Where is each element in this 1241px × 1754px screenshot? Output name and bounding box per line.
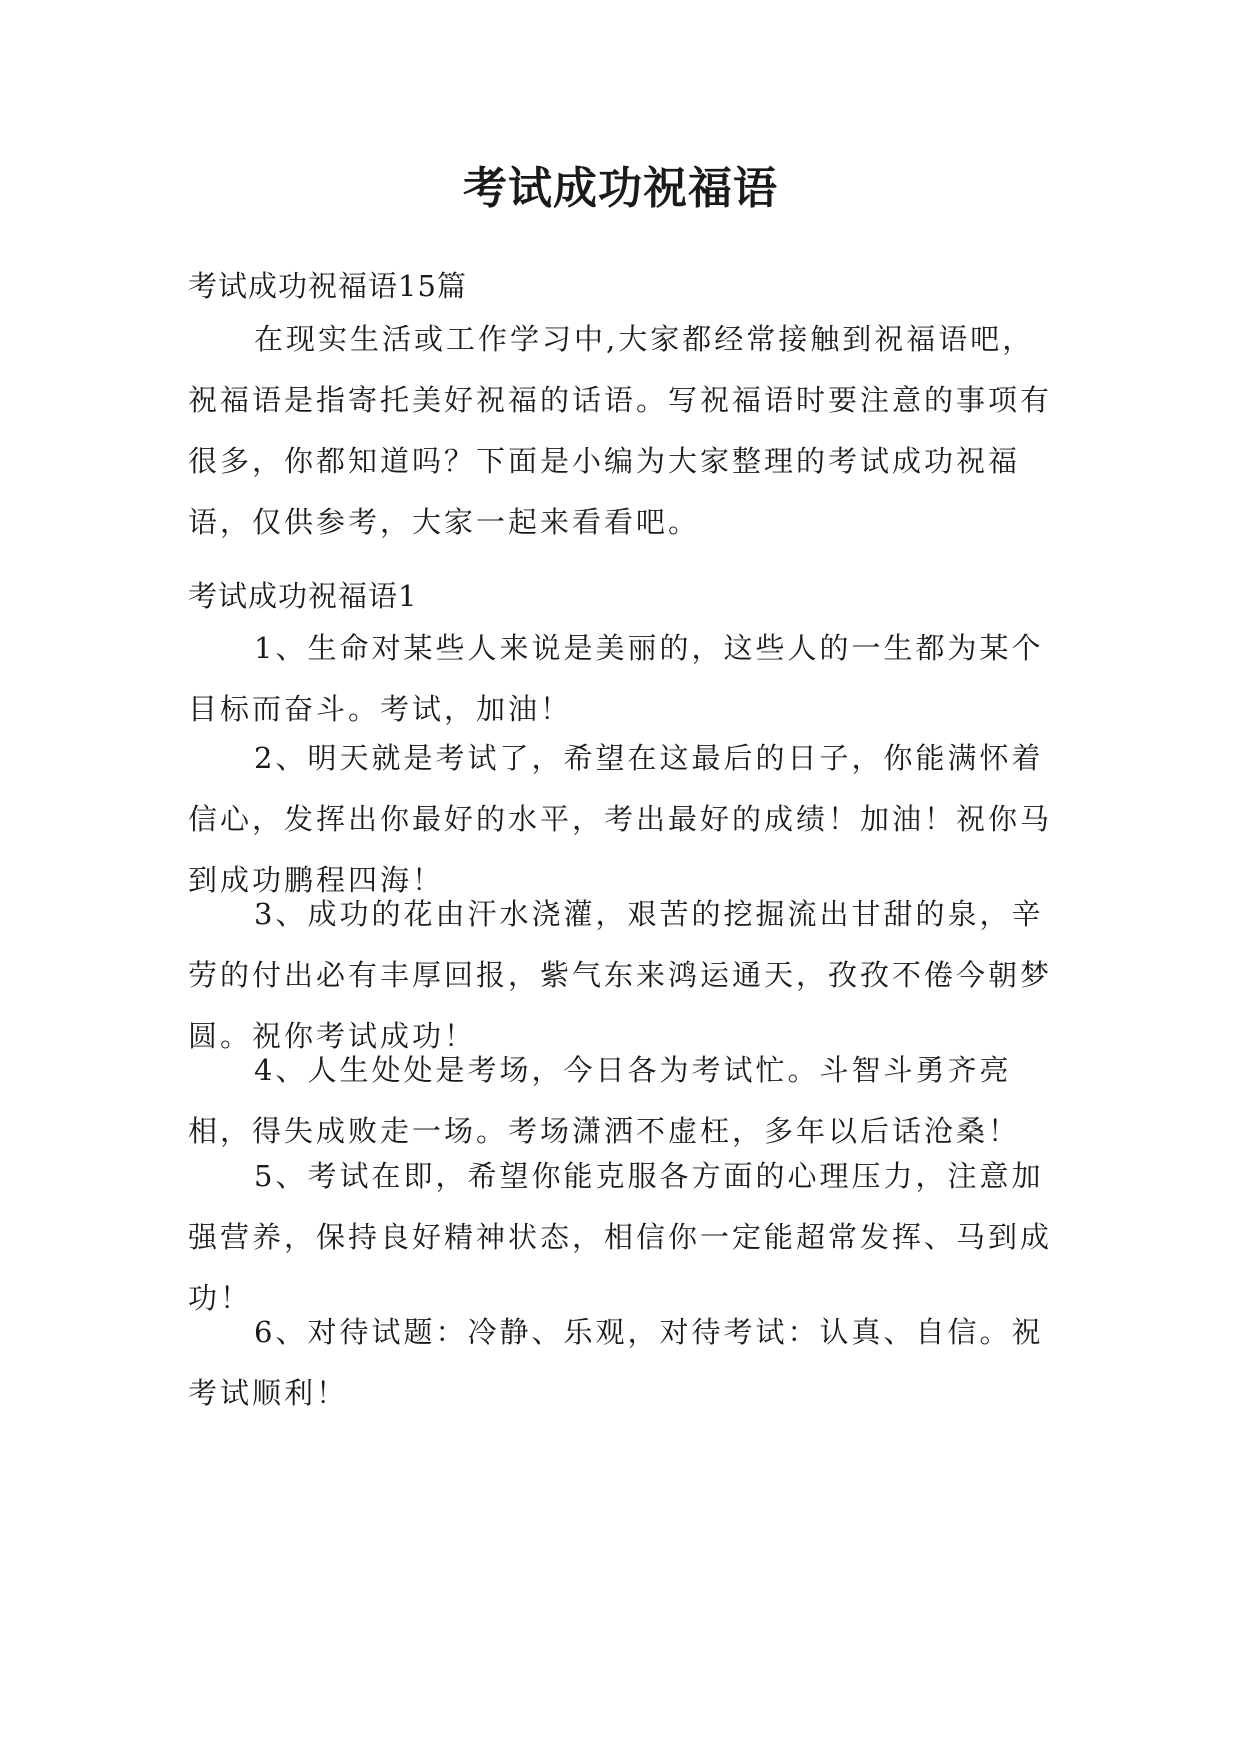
blessing-item-3: 3、成功的花由汗水浇灌，艰苦的挖掘流出甘甜的泉，辛劳的付出必有丰厚回报，紫气东来鸿运通天，孜孜不倦今朝梦圆。祝你考试成功！ [188,897,1053,1053]
blessing-item-2: 2、明天就是考试了，希望在这最后的日子，你能满怀着信心，发挥出你最好的水平，考出最好的成绩！加油！祝你马到成功鹏程四海！ [188,741,1053,897]
document-title: 考试成功祝福语 [463,163,778,214]
intro-paragraph: 在现实生活或工作学习中,大家都经常接触到祝福语吧，祝福语是指寄托美好祝福的话语。写祝福语时要注意的事项有很多，你都知道吗？下面是小编为大家整理的考试成功祝福语，仅供参考，大家一起来看看吧。 [188,322,1053,539]
blessing-item-5: 5、考试在即，希望你能克服各方面的心理压力，注意加强营养，保持良好精神状态，相信你一定能超常发挥、马到成功！ [188,1159,1053,1315]
blessing-item-6: 6、对待试题：冷静、乐观，对待考试：认真、自信。祝考试顺利！ [188,1315,1044,1410]
blessing-item-4: 4、人生处处是考场，今日各为考试忙。斗智斗勇齐亮相，得失成败走一场。考场潇洒不虚枉，多年以后话沧桑！ [188,1053,1021,1148]
section-heading: 考试成功祝福语1 [188,579,418,613]
document-subtitle: 考试成功祝福语15篇 [188,269,467,303]
blessing-item-1: 1、生命对某些人来说是美丽的，这些人的一生都为某个目标而奋斗。考试，加油！ [188,631,1044,726]
